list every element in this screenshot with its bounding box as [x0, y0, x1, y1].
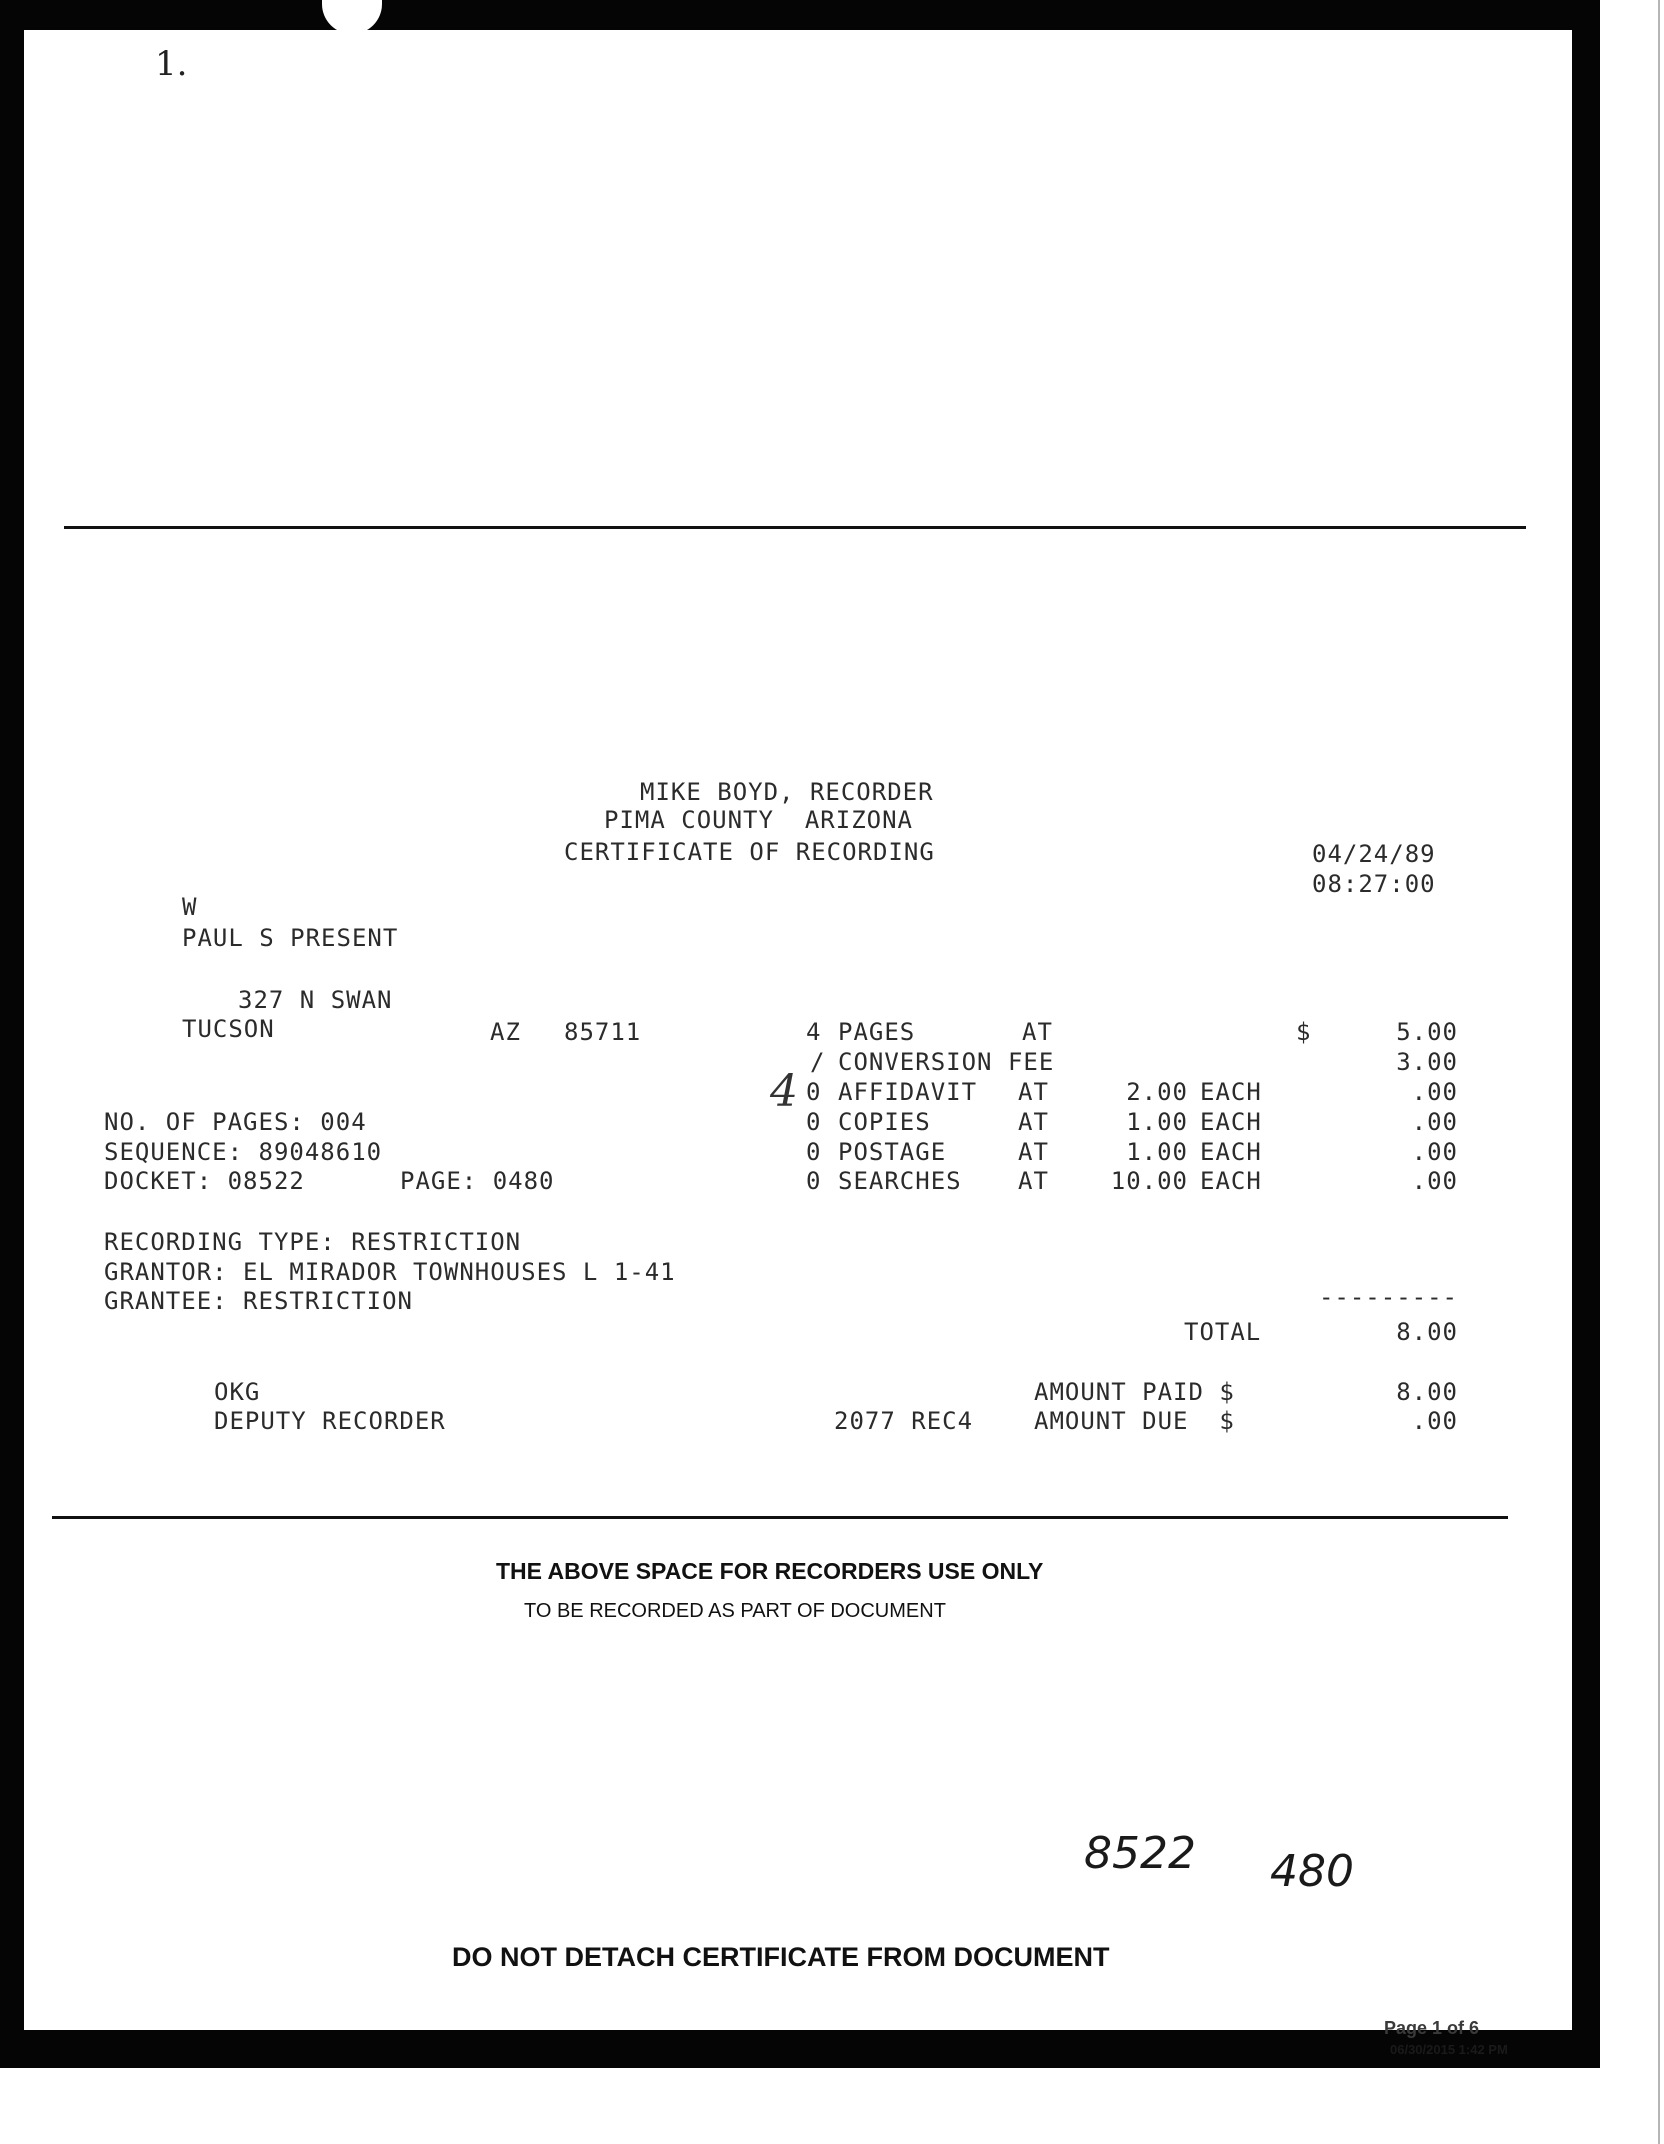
fee-item: CONVERSION FEE — [838, 1048, 1055, 1076]
docket-number: DOCKET: 08522 — [104, 1167, 305, 1195]
header-line-1: MIKE BOYD, RECORDER — [640, 778, 934, 806]
fee-amount: .00 — [1411, 1108, 1458, 1136]
total-label: TOTAL — [1184, 1318, 1262, 1346]
fee-item: POSTAGE — [838, 1138, 947, 1166]
fee-rate: 2.00 — [1126, 1078, 1188, 1106]
recording-date: 04/24/89 — [1312, 840, 1436, 868]
fee-qty: 0 — [806, 1108, 822, 1136]
grantee: GRANTEE: RESTRICTION — [104, 1287, 413, 1315]
fee-qty: 4 — [806, 1018, 822, 1046]
clerk-title: DEPUTY RECORDER — [214, 1407, 446, 1435]
fee-at: AT — [1018, 1167, 1049, 1195]
fee-item: SEARCHES — [838, 1167, 962, 1195]
fee-amount: .00 — [1411, 1078, 1458, 1106]
fee-qty: 0 — [806, 1167, 822, 1195]
page-edge-line — [1658, 0, 1660, 2144]
recording-time: 08:27:00 — [1312, 870, 1436, 898]
amount-paid-value: 8.00 — [1396, 1378, 1458, 1406]
top-divider — [64, 526, 1526, 529]
fee-amount: .00 — [1411, 1167, 1458, 1195]
header-line-3: CERTIFICATE OF RECORDING — [564, 838, 935, 866]
amount-paid-label: AMOUNT PAID $ — [1034, 1378, 1235, 1406]
total-value: 8.00 — [1396, 1318, 1458, 1346]
fee-item: COPIES — [838, 1108, 931, 1136]
fee-dollar: $ — [1296, 1018, 1312, 1046]
clerk-initials: OKG — [214, 1378, 261, 1406]
header-line-2: PIMA COUNTY ARIZONA — [604, 806, 913, 834]
fee-at: AT — [1018, 1108, 1049, 1136]
addressee-code: W — [182, 893, 198, 921]
bottom-divider — [52, 1516, 1508, 1519]
fee-qty: 0 — [806, 1078, 822, 1106]
fee-amount: 3.00 — [1396, 1048, 1458, 1076]
receipt-code: 2077 REC4 — [834, 1407, 974, 1435]
handwritten-mark: 4 — [770, 1066, 798, 1117]
fee-item: PAGES — [838, 1018, 916, 1046]
addressee-city: TUCSON — [182, 1015, 275, 1043]
handwritten-docket: 8522 — [1084, 1828, 1196, 1879]
total-dashes: --------- — [1318, 1283, 1458, 1311]
fee-rate: 1.00 — [1126, 1108, 1188, 1136]
addressee-zip: 85711 — [564, 1018, 642, 1046]
handwritten-page: 480 — [1270, 1846, 1354, 1897]
fee-amount: .00 — [1411, 1138, 1458, 1166]
fee-rate: 1.00 — [1126, 1138, 1188, 1166]
recording-type: RECORDING TYPE: RESTRICTION — [104, 1228, 522, 1256]
page-count-stamp: Page 1 of 6 — [1384, 2018, 1480, 2038]
fee-each: EACH — [1200, 1138, 1262, 1166]
addressee-state: AZ — [490, 1018, 521, 1046]
fee-each: EACH — [1200, 1078, 1262, 1106]
addressee-street: 327 N SWAN — [238, 986, 393, 1014]
fee-amount: 5.00 — [1396, 1018, 1458, 1046]
page-number: PAGE: 0480 — [400, 1167, 555, 1195]
fee-rate: 10.00 — [1110, 1167, 1188, 1195]
recorders-use-notice: THE ABOVE SPACE FOR RECORDERS USE ONLY — [496, 1558, 1044, 1584]
amount-due-value: .00 — [1411, 1407, 1458, 1435]
fee-at: AT — [1018, 1078, 1049, 1106]
fee-qty: 0 — [806, 1138, 822, 1166]
fee-qty: / — [810, 1048, 826, 1076]
scan-timestamp: 06/30/2015 1:42 PM — [1390, 2042, 1508, 2057]
pages-count: NO. OF PAGES: 004 — [104, 1108, 367, 1136]
fee-at: AT — [1022, 1018, 1053, 1046]
sequence-number: SEQUENCE: 89048610 — [104, 1138, 383, 1166]
record-part-notice: TO BE RECORDED AS PART OF DOCUMENT — [524, 1600, 946, 1622]
fee-each: EACH — [1200, 1108, 1262, 1136]
detach-warning: DO NOT DETACH CERTIFICATE FROM DOCUMENT — [452, 1942, 1110, 1972]
fee-at: AT — [1018, 1138, 1049, 1166]
amount-due-label: AMOUNT DUE $ — [1034, 1407, 1235, 1435]
fee-each: EACH — [1200, 1167, 1262, 1195]
fee-item: AFFIDAVIT — [838, 1078, 978, 1106]
top-mark: 1. — [155, 44, 188, 84]
grantor: GRANTOR: EL MIRADOR TOWNHOUSES L 1-41 — [104, 1258, 676, 1286]
addressee-name: PAUL S PRESENT — [182, 924, 399, 952]
